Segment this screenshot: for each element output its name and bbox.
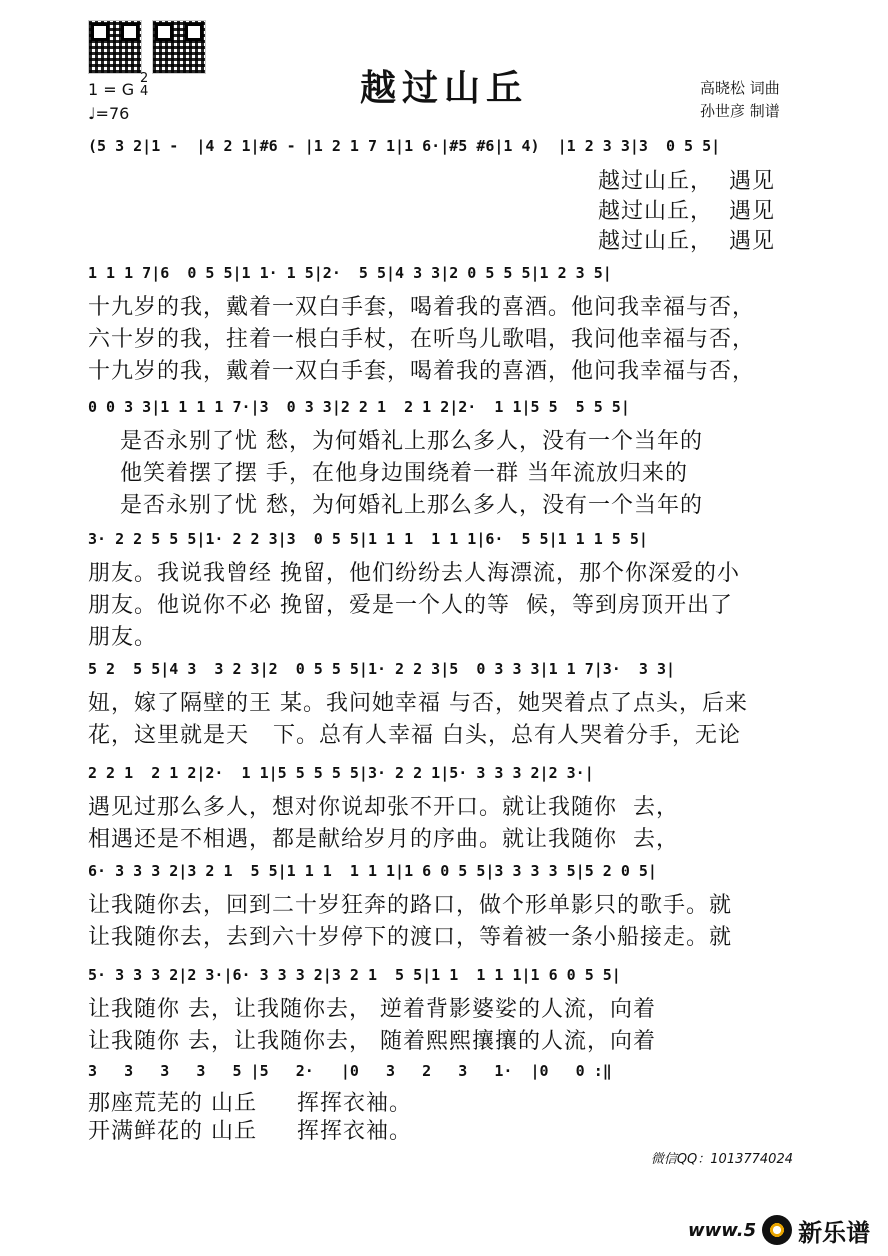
lyric-line-4-verse-2: 朋友。他说你不必 挽留，爱是一个人的等 候，等到房顶开出了 bbox=[88, 593, 733, 618]
lyric-line-2-verse-1: 十九岁的我，戴着一双白手套，喝着我的喜酒。他问我幸福与否， bbox=[88, 295, 756, 320]
notation-line-4: 3· 2 2 5 5 5|1· 2 2 3|3 0 5 5|1 1 1 1 1 1|6· 5 5|1 1 1 5 5| bbox=[88, 530, 648, 548]
lyric-line-3-verse-1: 是否永别了忧 愁，为何婚礼上那么多人，没有一个当年的 bbox=[120, 429, 703, 454]
song-title: 越过山丘 bbox=[359, 68, 528, 109]
lyric-line-8-verse-1: 让我随你 去，让我随你去， 逆着背影婆娑的人流，向着 bbox=[88, 997, 656, 1022]
notation-line-9: 3 3 3 3 5 |5 2· |0 3 2 3 1· |0 0 :‖ bbox=[88, 1062, 612, 1080]
lyric-line-8-verse-2: 让我随你 去，让我随你去， 随着熙熙攘攘的人流，向着 bbox=[88, 1029, 656, 1054]
lyric-line-6-verse-2: 相遇还是不相遇，都是献给岁月的序曲。就让我随你 去， bbox=[88, 827, 679, 852]
lyric-line-1-verse-2: 越过山丘， 遇见 bbox=[598, 199, 775, 224]
lyric-line-2-verse-2: 六十岁的我，拄着一根白手杖，在听鸟儿歌唱，我问他幸福与否， bbox=[88, 327, 756, 352]
lyric-line-5-verse-2: 花，这里就是天 下。总有人幸福 白头，总有人哭着分手，无论 bbox=[88, 723, 741, 748]
tempo-marking: ♩=76 bbox=[88, 104, 130, 123]
notation-line-3: 0 0 3 3|1 1 1 1 7·|3 0 3 3|2 2 1 2 1 2|2· 1 1|5 5 5 5 5| bbox=[88, 398, 630, 416]
lyric-line-7-verse-1: 让我随你去，回到二十岁狂奔的路口，做个形单影只的歌手。就 bbox=[88, 893, 733, 918]
lyric-line-4-verse-3: 朋友。 bbox=[88, 625, 158, 650]
site-url[interactable]: www.5 bbox=[688, 1219, 757, 1241]
lyric-line-6-verse-1: 遇见过那么多人，想对你说却张不开口。就让我随你 去， bbox=[88, 795, 679, 820]
lyric-line-2-verse-3: 十九岁的我，戴着一双白手套，喝着我的喜酒，他问我幸福与否， bbox=[88, 359, 756, 384]
lyric-line-3-verse-3: 是否永别了忧 愁，为何婚礼上那么多人，没有一个当年的 bbox=[120, 493, 703, 518]
lyric-line-9-verse-2: 开满鲜花的 山丘 挥挥衣袖。 bbox=[88, 1119, 412, 1144]
brand-name: 新乐谱 bbox=[798, 1218, 871, 1247]
lyric-line-4-verse-1: 朋友。我说我曾经 挽留，他们纷纷去人海漂流，那个你深爱的小 bbox=[88, 561, 740, 586]
notation-line-2: 1 1 1 7|6 0 5 5|1 1· 1 5|2· 5 5|4 3 3|2 0 5 5 5|1 2 3 5| bbox=[88, 264, 612, 282]
notation-line-8: 5· 3 3 3 2|2 3·|6· 3 3 3 2|3 2 1 5 5|1 1 1 1 1|1 6 0 5 5| bbox=[88, 966, 621, 984]
notation-line-5: 5 2 5 5|4 3 3 2 3|2 0 5 5 5|1· 2 2 3|5 0 3 3 3|1 1 7|3· 3 3| bbox=[88, 660, 675, 678]
lyric-line-3-verse-2: 他笑着摆了摆 手，在他身边围绕着一群 当年流放归来的 bbox=[120, 461, 688, 486]
key-signature: 1 = G bbox=[88, 80, 135, 99]
time-signature-bottom: 4 bbox=[140, 84, 149, 99]
lyric-line-7-verse-2: 让我随你去，去到六十岁停下的渡口，等着被一条小船接走。就 bbox=[88, 925, 733, 950]
notation-line-1: (5 3 2|1 - |4 2 1|#6 - |1 2 1 7 1|1 6·|#5 #6|1 4) |1 2 3 3|3 0 5 5| bbox=[88, 137, 721, 155]
notation-line-6: 2 2 1 2 1 2|2· 1 1|5 5 5 5 5|3· 2 2 1|5· 3 3 3 2|2 3·| bbox=[88, 764, 594, 782]
lyric-line-1-verse-3: 越过山丘， 遇见 bbox=[598, 229, 775, 254]
brand-watermark bbox=[688, 1210, 870, 1250]
notation-line-7: 6· 3 3 3 2|3 2 1 5 5|1 1 1 1 1 1|1 6 0 5 5|3 3 3 3 5|5 2 0 5| bbox=[88, 862, 657, 880]
lyric-line-9-verse-1: 那座荒芜的 山丘 挥挥衣袖。 bbox=[88, 1091, 412, 1116]
time-signature-top: 2 bbox=[140, 71, 149, 86]
time-signature bbox=[140, 72, 148, 98]
contact-info: 微信QQ：1013774024 bbox=[650, 1152, 793, 1167]
lyric-line-1-verse-1: 越过山丘， 遇见 bbox=[598, 169, 775, 194]
lyric-line-5-verse-1: 妞，嫁了隔壁的王 某。我问她幸福 与否，她哭着点了点头，后来 bbox=[88, 691, 748, 716]
record-disc-icon bbox=[762, 1215, 792, 1245]
arranger: 孙世彦 制谱 bbox=[700, 102, 780, 120]
lyricist-composer: 高晓松 词曲 bbox=[700, 79, 780, 97]
